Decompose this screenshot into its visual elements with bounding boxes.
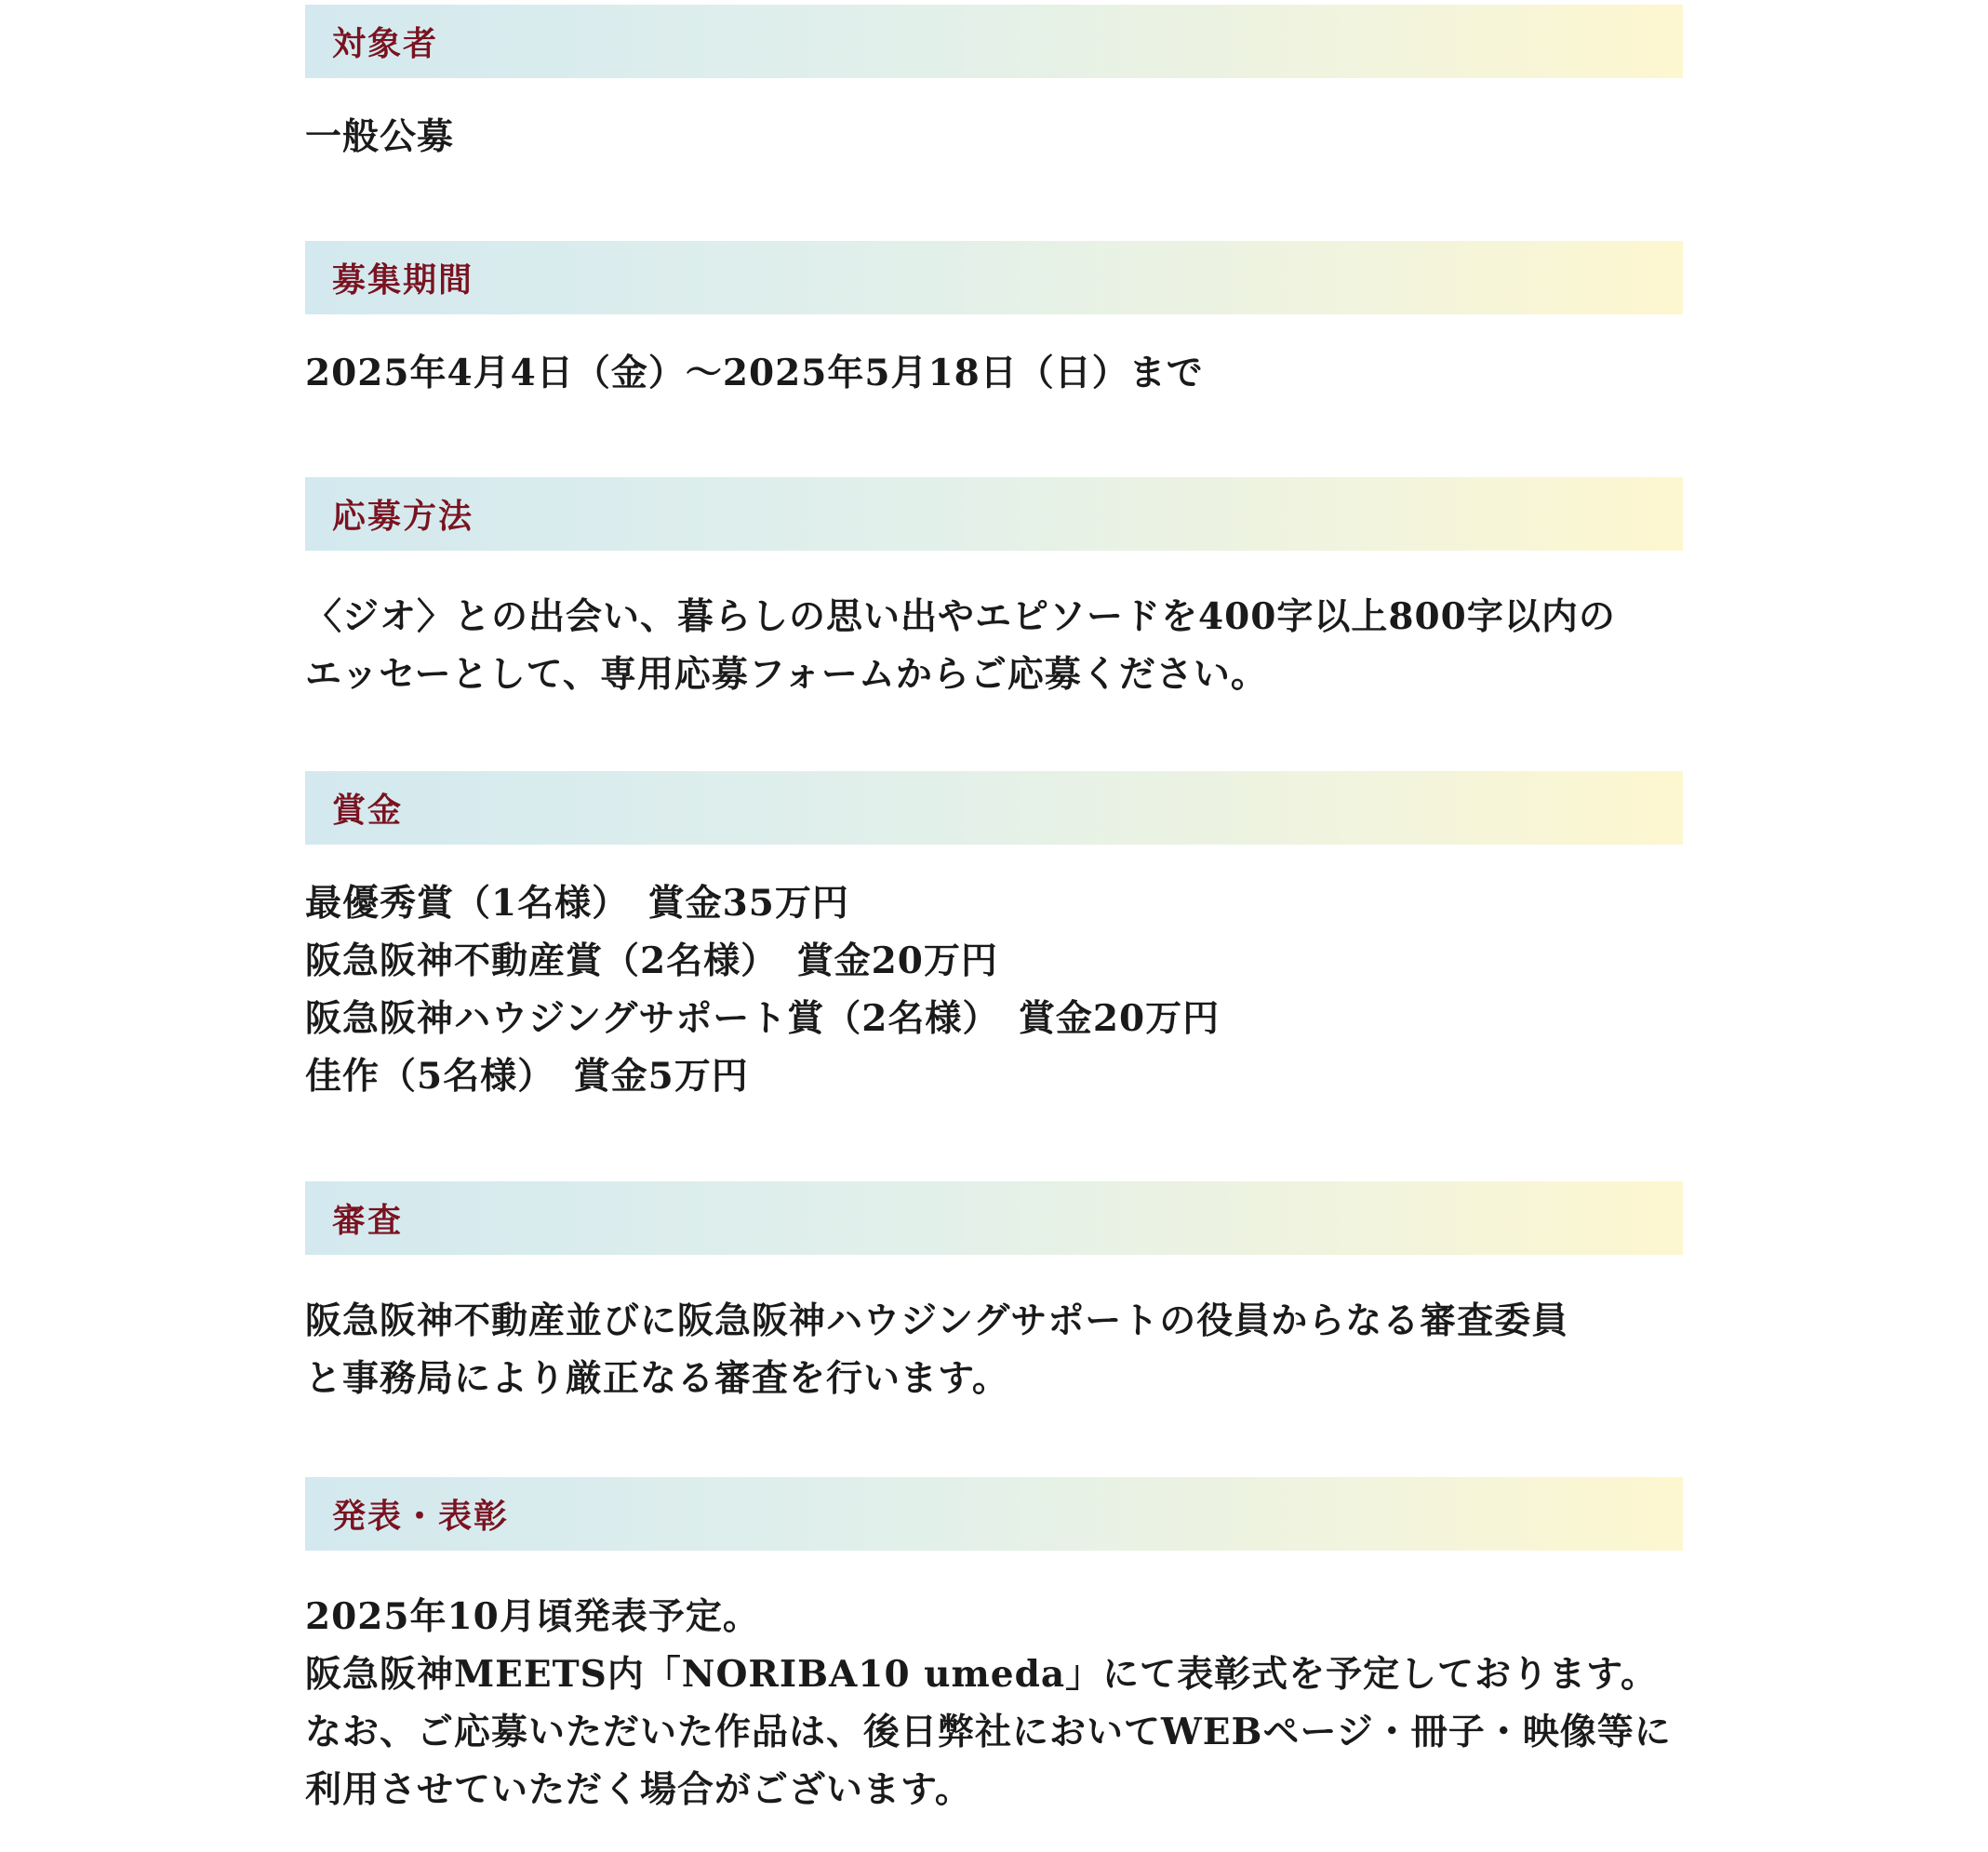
section-heading: 募集期間 [332, 260, 474, 300]
section-heading: 対象者 [332, 24, 439, 63]
section-how-to-apply [305, 477, 1683, 703]
section-body [305, 1292, 1683, 1407]
section-heading-bar [305, 477, 1683, 551]
body-line: 一般公募 [305, 115, 455, 158]
section-body [305, 1588, 1683, 1819]
prize-line: 阪急阪神不動産賞（2名様） 賞金20万円 [305, 939, 998, 982]
section-body [305, 108, 1683, 166]
body-line: 阪急阪神不動産並びに阪急阪神ハウジングサポートの役員からなる審査委員 [305, 1299, 1569, 1342]
section-prizes [305, 771, 1683, 1105]
section-heading-bar [305, 241, 1683, 314]
section-heading-bar [305, 1181, 1683, 1255]
section-body [305, 588, 1683, 703]
body-line: エッセーとして、専用応募フォームからご応募ください。 [305, 653, 1268, 696]
section-heading: 発表・表彰 [332, 1497, 510, 1536]
section-heading-bar [305, 771, 1683, 845]
body-line: 利用させていただく場合がございます。 [305, 1768, 972, 1811]
body-line: なお、ご応募いただいた作品は、後日弊社においてWEBページ・冊子・映像等に [305, 1711, 1672, 1753]
section-heading: 賞金 [332, 791, 404, 830]
section-heading: 審査 [332, 1201, 404, 1240]
body-line: 2025年4月4日（金）～2025年5月18日（日）まで [305, 352, 1204, 394]
prize-line: 阪急阪神ハウジングサポート賞（2名様） 賞金20万円 [305, 997, 1221, 1040]
section-application-period [305, 241, 1683, 402]
section-heading: 応募方法 [332, 497, 474, 536]
body-line: と事務局により厳正なる審査を行います。 [305, 1357, 1009, 1400]
section-judging [305, 1181, 1683, 1407]
section-heading-bar [305, 5, 1683, 78]
prize-line: 佳作（5名様） 賞金5万円 [305, 1055, 749, 1098]
section-heading-bar [305, 1477, 1683, 1551]
body-line: 2025年10月頃発表予定。 [305, 1595, 760, 1638]
body-line: 〈ジオ〉との出会い、暮らしの思い出やエピソードを400字以上800字以内の [305, 595, 1616, 638]
section-eligibility [305, 5, 1683, 166]
section-body [305, 344, 1683, 402]
body-line: 阪急阪神MEETS内「NORIBA10 umeda」にて表彰式を予定しております。 [305, 1653, 1659, 1696]
prize-line: 最優秀賞（1名様） 賞金35万円 [305, 882, 849, 925]
section-announcement-award [305, 1477, 1683, 1819]
section-body [305, 874, 1683, 1105]
